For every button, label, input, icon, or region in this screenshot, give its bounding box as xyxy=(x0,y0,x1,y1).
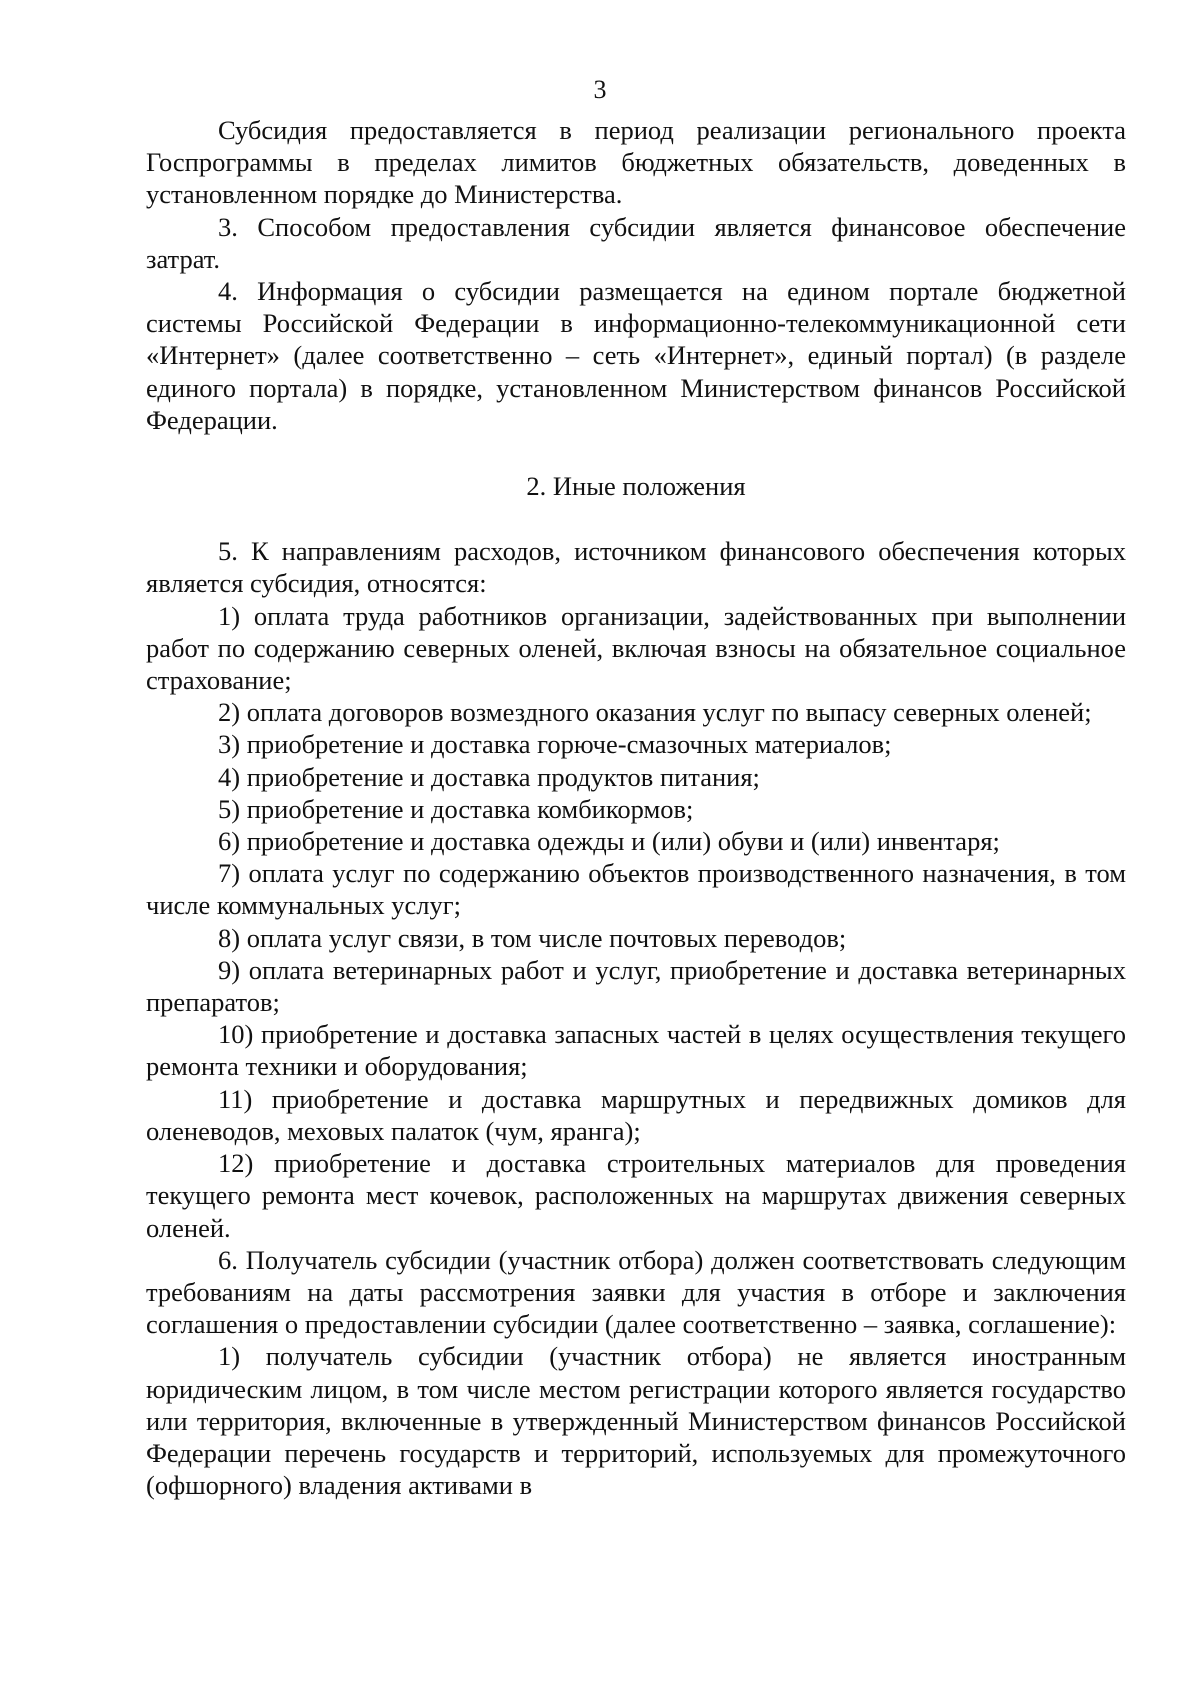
paragraph-3-method: 3. Способом предоставления субсидии является финансовое обеспечение затрат. xyxy=(146,211,1126,274)
list-item-5-10: 10) приобретение и доставка запасных частей в целях осуществления текущего ремонта техники и оборудования; xyxy=(146,1019,1126,1082)
list-item-6-1: 1) получатель субсидии (участник отбора) не является иностранным юридическим лицом, в том числе местом регистрации которого является государство или территория, включенные в утвержденный Министерством финансов Российской Федерации перечень государств и территорий, используемых для промежуточного (офшорного) владения активами в xyxy=(146,1341,1126,1501)
document-body xyxy=(146,114,1126,1501)
list-item-5-8: 8) оплата услуг связи, в том числе почтовых переводов; xyxy=(218,922,847,953)
list-item-5-4: 4) приобретение и доставка продуктов питания; xyxy=(218,761,760,792)
list-item-5-2: 2) оплата договоров возмездного оказания услуг по выпасу северных оленей; xyxy=(218,697,1092,728)
paragraph-6-requirements: 6. Получатель субсидии (участник отбора) должен соответствовать следующим требованиям на даты рассмотрения заявки для участия в отборе и заключения соглашения о предоставлении субсидии (далее соответственно – заявка, соглашение): xyxy=(146,1244,1126,1340)
list-item-5-3: 3) приобретение и доставка горюче-смазочных материалов; xyxy=(218,729,892,760)
list-item-5-6: 6) приобретение и доставка одежды и (или) обуви и (или) инвентаря; xyxy=(218,826,1000,857)
list-item-5-11: 11) приобретение и доставка маршрутных и передвижных домиков для оленеводов, меховых палаток (чум, яранга); xyxy=(146,1083,1126,1146)
paragraph-4-information: 4. Информация о субсидии размещается на едином портале бюджетной системы Российской Федерации в информационно-телекоммуникационной сети «Интернет» (далее соответственно – сеть «Интернет», единый портал) (в разделе единого портала) в порядке, установленном Министерством финансов Российской Федерации. xyxy=(146,276,1126,435)
paragraph-subsidy-period: Субсидия предоставляется в период реализации регионального проекта Госпрограммы в пределах лимитов бюджетных обязательств, доведенных в установленном порядке до Министерства. xyxy=(146,115,1126,210)
list-item-5-5: 5) приобретение и доставка комбикормов; xyxy=(218,793,694,824)
list-item-5-7: 7) оплата услуг по содержанию объектов производственного назначения, в том числе коммунальных услуг; xyxy=(146,858,1126,921)
paragraph-5-expense-directions: 5. К направлениям расходов, источником финансового обеспечения которых является субсидия, относятся: xyxy=(146,536,1126,599)
list-item-5-12: 12) приобретение и доставка строительных материалов для проведения текущего ремонта мест кочевок, расположенных на маршрутах движения северных оленей. xyxy=(146,1148,1126,1243)
list-item-5-9: 9) оплата ветеринарных работ и услуг, приобретение и доставка ветеринарных препаратов; xyxy=(146,954,1126,1018)
page-number: 3 xyxy=(593,75,607,104)
section-heading: 2. Иные положения xyxy=(526,471,746,502)
list-item-5-1: 1) оплата труда работников организации, задействованных при выполнении работ по содержанию северных оленей, включая взносы на обязательное социальное страхование; xyxy=(146,600,1126,696)
